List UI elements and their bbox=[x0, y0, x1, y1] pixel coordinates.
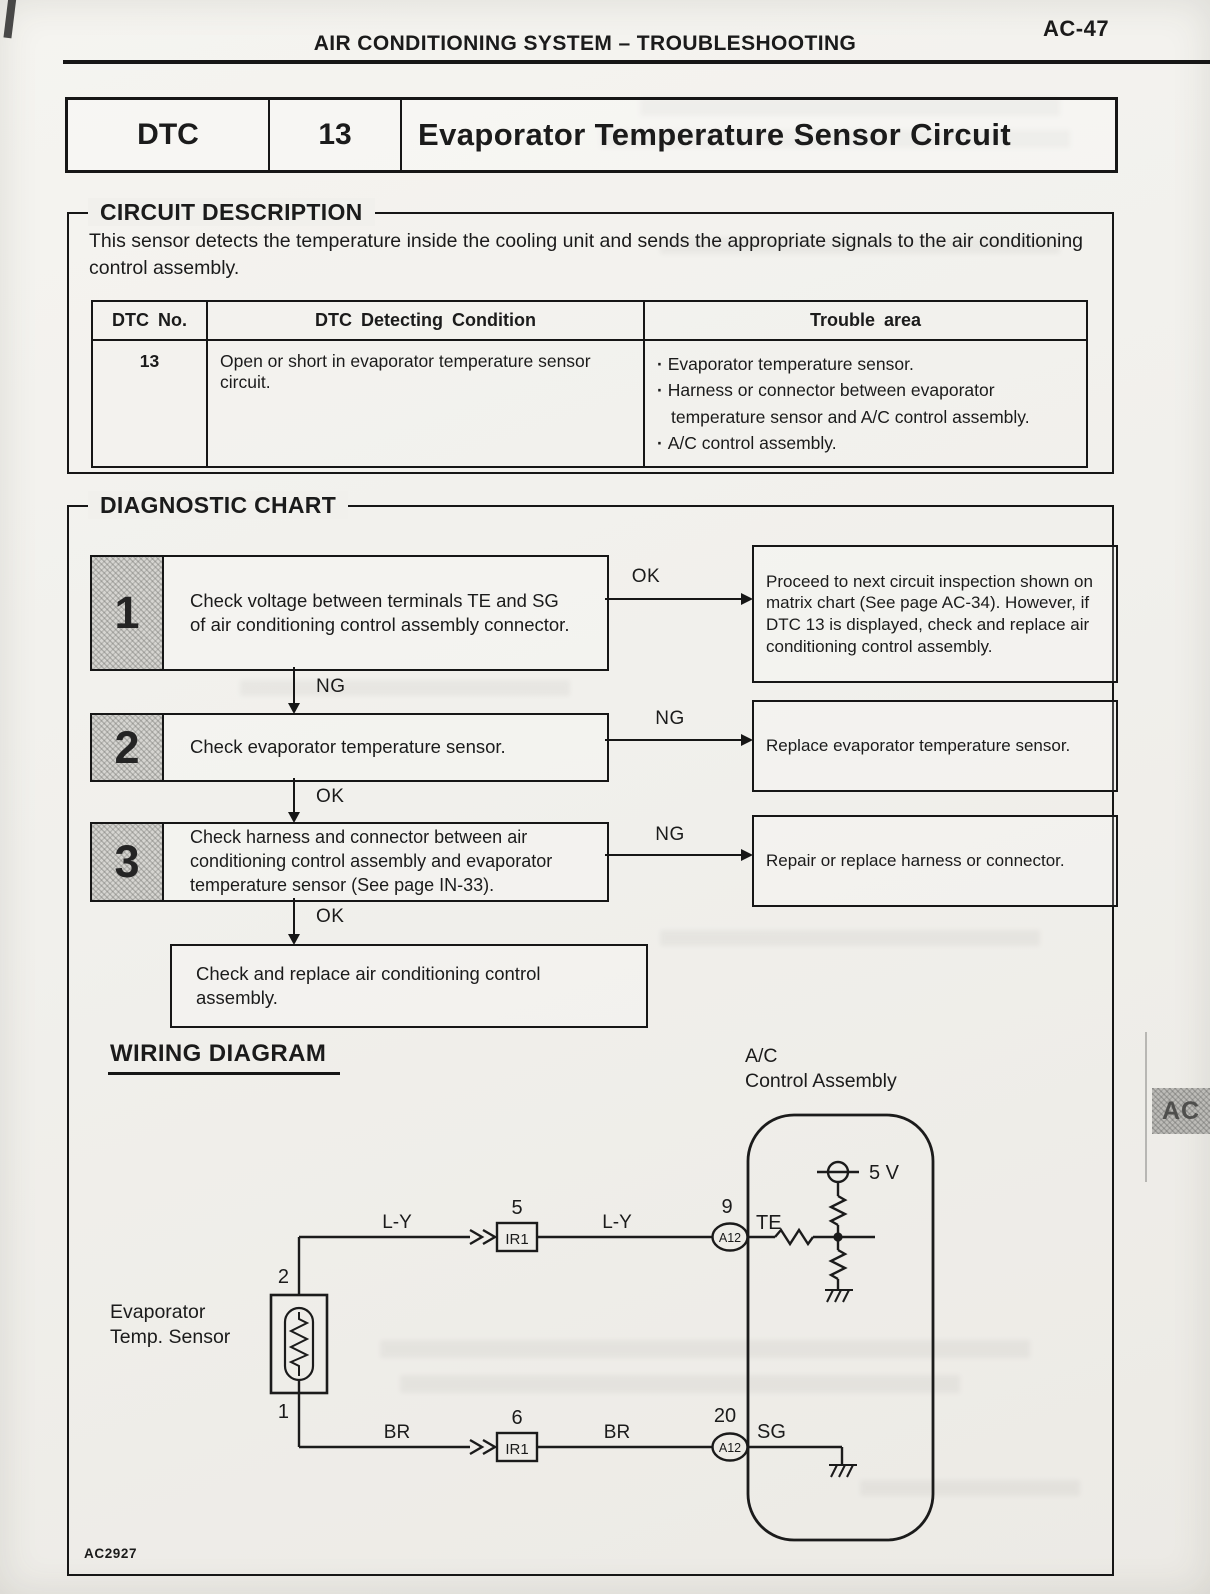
step-1-box bbox=[90, 555, 609, 671]
col-header-dtc-no: DTC No. bbox=[92, 301, 207, 340]
wire-junction-chevron bbox=[470, 1440, 482, 1454]
ground-symbol bbox=[829, 1465, 857, 1477]
trouble-area-item: · Evaporator temperature sensor. bbox=[657, 351, 1034, 377]
dtc-table-row bbox=[92, 340, 1087, 467]
final-step-text: Check and replace air conditioning control assembly. bbox=[196, 962, 541, 1008]
circuit-description-text: This sensor detects the temperature inside the cooling unit and sends the appropriate signals to the air conditioning control assembly. bbox=[89, 230, 1084, 279]
assembly-connector-label: A12 bbox=[718, 1441, 742, 1455]
resistor-pulldown bbox=[831, 1250, 845, 1279]
step-1-result-box: Proceed to next circuit inspection shown on matrix chart (See page AC-34). However, if DTC 13 is displayed, check and replace air conditioning control assembly. bbox=[752, 545, 1118, 683]
assembly-label-line2: Control Assembly bbox=[745, 1069, 897, 1092]
cell-dtc-no: 13 bbox=[92, 340, 207, 467]
step-1-branch-label: OK bbox=[631, 566, 661, 587]
pin-number-1: 1 bbox=[277, 1401, 289, 1423]
assembly-outline bbox=[748, 1115, 933, 1540]
dtc-label: DTC bbox=[68, 100, 270, 170]
arrow-step1-to-result bbox=[605, 598, 745, 600]
dtc-banner bbox=[65, 97, 1118, 173]
junction-connector-label: IR1 bbox=[505, 1231, 529, 1248]
pin-number-20: 20 bbox=[713, 1405, 737, 1427]
thermistor-zigzag bbox=[291, 1312, 307, 1376]
dtc-table-header-row bbox=[92, 301, 1087, 340]
voltage-label: 5 V bbox=[869, 1162, 900, 1184]
section-tab-ac: AC bbox=[1152, 1088, 1210, 1134]
page-number: AC-47 bbox=[1043, 16, 1110, 41]
step-2-number: 2 bbox=[92, 715, 164, 780]
junction-connector-label: IR1 bbox=[505, 1441, 529, 1458]
pin-number-9: 9 bbox=[721, 1196, 733, 1218]
step-3-number: 3 bbox=[92, 824, 164, 900]
sensor-label-line1: Evaporator bbox=[110, 1301, 206, 1323]
wire-junction-chevron bbox=[470, 1230, 482, 1244]
page-title: AIR CONDITIONING SYSTEM – TROUBLESHOOTING bbox=[313, 32, 857, 55]
connector-step1-step2 bbox=[293, 667, 295, 705]
resistor-pullup bbox=[831, 1196, 845, 1225]
assembly-label-line1: A/C bbox=[745, 1045, 778, 1067]
col-header-trouble-area: Trouble area bbox=[644, 301, 1087, 340]
header-rule bbox=[63, 60, 1210, 64]
arrow-step2-to-result bbox=[605, 739, 745, 741]
step-1-number: 1 bbox=[92, 557, 164, 669]
trouble-area-list bbox=[657, 351, 1074, 456]
step-3-text: Check harness and connector between air conditioning control assembly and evaporator temperature sensor (See page IN-33). bbox=[190, 827, 553, 895]
step-3-box bbox=[90, 822, 609, 902]
step-1-down-label: NG bbox=[316, 676, 346, 697]
dtc-title: Evaporator Temperature Sensor Circuit bbox=[418, 117, 1012, 152]
wiring-diagram-schematic bbox=[67, 1100, 1112, 1572]
pin-number-6: 6 bbox=[511, 1407, 523, 1429]
dtc-code: 13 bbox=[270, 100, 402, 170]
wire-color-ly: L-Y bbox=[602, 1212, 632, 1233]
final-step-box bbox=[170, 944, 648, 1028]
cell-condition: Open or short in evaporator temperature sensor circuit. bbox=[207, 340, 644, 467]
wire-junction-chevron bbox=[483, 1230, 495, 1244]
cell-trouble-area bbox=[644, 340, 1087, 467]
scan-artifact bbox=[3, 0, 16, 38]
pin-number-2: 2 bbox=[277, 1266, 289, 1288]
circuit-description-heading: CIRCUIT DESCRIPTION bbox=[88, 198, 375, 226]
assembly-label bbox=[745, 1044, 897, 1094]
terminal-te: TE bbox=[756, 1212, 782, 1234]
arrow-step3-to-result bbox=[605, 854, 745, 856]
figure-code: AC2927 bbox=[84, 1546, 138, 1561]
step-2-box bbox=[90, 713, 609, 782]
terminal-sg: SG bbox=[757, 1421, 786, 1443]
connector-step3-final bbox=[293, 898, 295, 936]
step-2-result-box: Replace evaporator temperature sensor. bbox=[752, 700, 1118, 792]
step-2-text: Check evaporator temperature sensor. bbox=[190, 736, 506, 758]
assembly-connector-label: A12 bbox=[718, 1231, 742, 1245]
scan-artifact bbox=[1145, 1032, 1147, 1182]
connector-step2-step3 bbox=[293, 778, 295, 814]
pin-number-5: 5 bbox=[511, 1197, 523, 1219]
step-3-result-box: Repair or replace harness or connector. bbox=[752, 815, 1118, 907]
wire-color-ly: L-Y bbox=[382, 1212, 412, 1233]
wire-color-br: BR bbox=[383, 1422, 411, 1443]
trouble-area-item: · A/C control assembly. bbox=[657, 430, 1034, 456]
step-2-down-label: OK bbox=[316, 786, 345, 807]
wire-junction-chevron bbox=[483, 1440, 495, 1454]
sensor-label-line2: Temp. Sensor bbox=[110, 1325, 231, 1348]
wire-color-br: BR bbox=[603, 1422, 631, 1443]
ground-symbol bbox=[825, 1290, 853, 1302]
wiring-diagram-heading: WIRING DIAGRAM bbox=[108, 1040, 340, 1075]
step-1-text: Check voltage between terminals TE and SG of air conditioning control assembly connector. bbox=[190, 589, 570, 635]
step-2-branch-label: NG bbox=[655, 708, 685, 729]
step-3-branch-label: NG bbox=[655, 824, 685, 845]
diagnostic-chart-heading: DIAGNOSTIC CHART bbox=[88, 491, 348, 519]
trouble-area-item: · Harness or connector between evaporator temperature sensor and A/C control assembly. bbox=[657, 377, 1034, 430]
step-3-down-label: OK bbox=[316, 906, 345, 927]
col-header-condition: DTC Detecting Condition bbox=[207, 301, 644, 340]
dtc-table bbox=[91, 300, 1088, 468]
